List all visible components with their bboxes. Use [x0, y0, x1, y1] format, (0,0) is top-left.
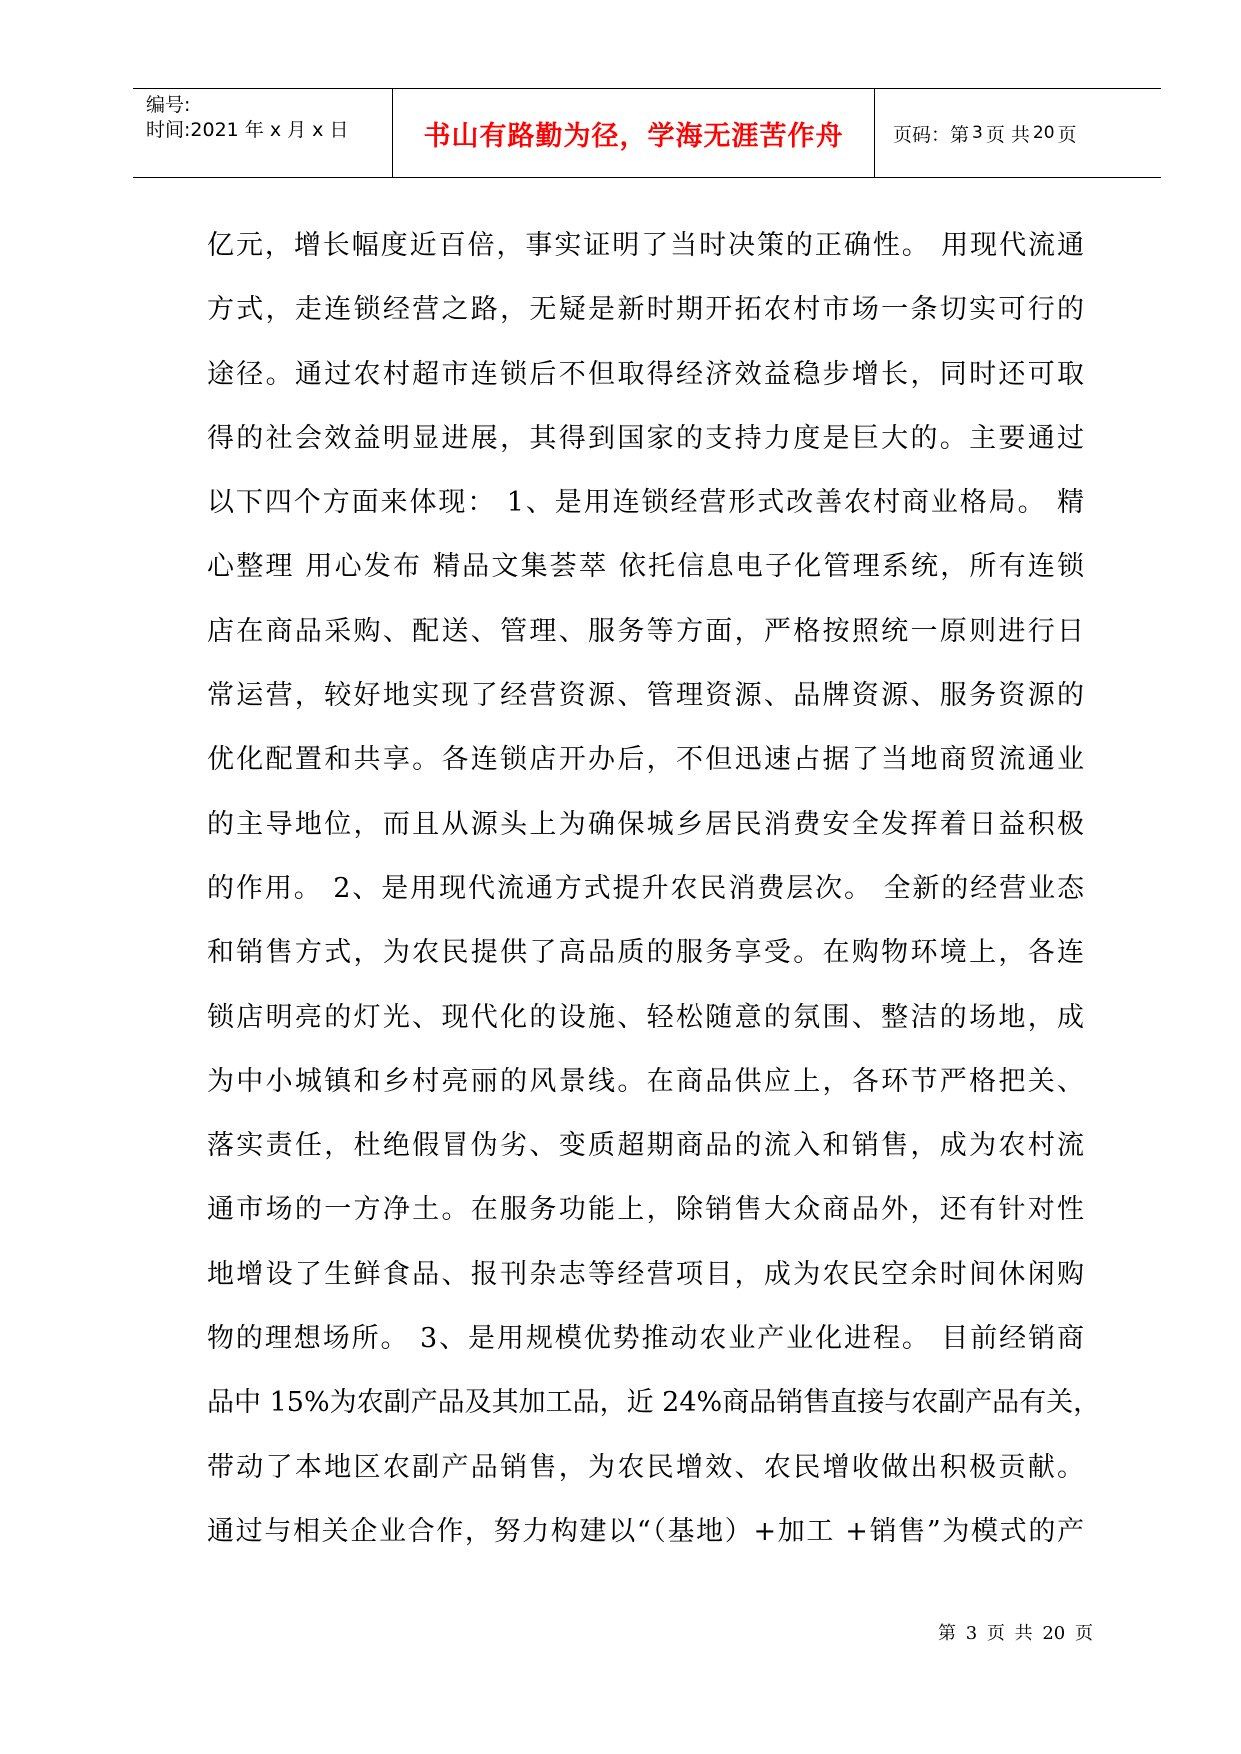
page-prefix: 页码：第	[893, 123, 970, 146]
body-line: 地增设了生鲜食品、报刊杂志等经营项目，成为农民空余时间休闲购	[207, 1258, 1084, 1290]
document-code-label: 编号:	[146, 94, 191, 116]
body-line: 带动了本地区农副产品销售，为农民增效、农民增收做出积极贡献。	[207, 1451, 1084, 1483]
header-motto-cell	[393, 89, 875, 177]
page-footer: 第 3 页 共 20 页	[938, 1623, 1093, 1644]
body-line: 店在商品采购、配送、管理、服务等方面，严格按照统一原则进行日	[207, 615, 1084, 647]
body-line: 优化配置和共享。各连锁店开办后，不但迅速占据了当地商贸流通业	[207, 744, 1084, 776]
header-meta-cell	[133, 89, 393, 177]
body-line: 锁店明亮的灯光、现代化的设施、轻松随意的氛围、整洁的场地，成	[207, 1001, 1084, 1033]
page-number: 3	[972, 123, 983, 143]
body-line: 途径。通过农村超市连锁后不但取得经济效益稳步增长，同时还可取	[207, 358, 1084, 390]
body-line: 物的理想场所。 3、是用规模优势推动农业产业化进程。 目前经销商	[207, 1323, 1084, 1355]
body-line: 方式，走连锁经营之路，无疑是新时期开拓农村市场一条切实可行的	[207, 294, 1084, 326]
body-line: 亿元，增长幅度近百倍，事实证明了当时决策的正确性。 用现代流通	[207, 230, 1084, 261]
body-line: 常运营，较好地实现了经营资源、管理资源、品牌资源、服务资源的	[207, 680, 1084, 712]
body-line: 为中小城镇和乡村亮丽的风景线。在商品供应上，各环节严格把关、	[207, 1065, 1084, 1097]
body-line: 落实责任，杜绝假冒伪劣、变质超期商品的流入和销售，成为农村流	[207, 1130, 1084, 1162]
body-line: 和销售方式，为农民提供了高品质的服务享受。在购物环境上，各连	[207, 937, 1084, 969]
body-line: 心整理 用心发布 精品文集荟萃 依托信息电子化管理系统，所有连锁	[207, 551, 1084, 583]
body-line: 得的社会效益明显进展，其得到国家的支持力度是巨大的。主要通过	[207, 422, 1084, 454]
body-line: 以下四个方面来体现： 1、是用连锁经营形式改善农村商业格局。 精	[207, 487, 1084, 519]
header-motto: 书山有路勤为径，学海无涯苦作舟	[423, 120, 844, 152]
document-time-label: 时间:2021 年 x 月 x 日	[146, 119, 349, 141]
body-line: 通过与相关企业合作，努力构建以“（基地）+加工 +销售”为模式的产	[207, 1515, 1084, 1547]
body-line: 通市场的一方净土。在服务功能上，除销售大众商品外，还有针对性	[207, 1194, 1084, 1226]
body-line: 品中 15%为农副产品及其加工品，近 24%商品销售直接与农副产品有关，	[207, 1387, 1101, 1419]
body-line: 的主导地位，而且从源头上为确保城乡居民消费安全发挥着日益积极	[207, 808, 1084, 840]
body-line: 的作用。 2、是用现代流通方式提升农民消费层次。 全新的经营业态	[207, 872, 1084, 904]
page-suffix: 页	[1057, 123, 1077, 146]
header-page-cell	[875, 89, 1161, 177]
page-total: 20	[1032, 123, 1055, 143]
page-mid: 页 共	[985, 123, 1030, 146]
document-header	[133, 88, 1161, 178]
body-text	[207, 214, 1101, 1564]
